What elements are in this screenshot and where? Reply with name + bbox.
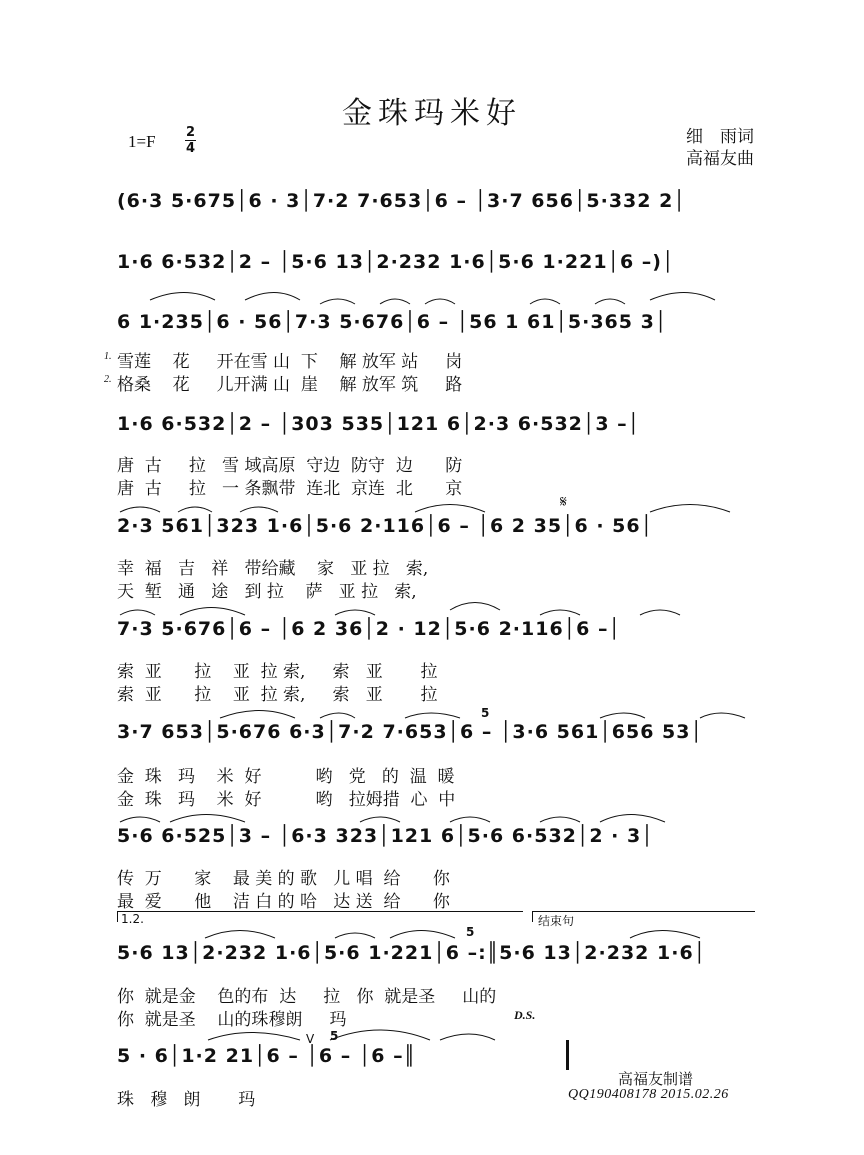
ending-label: 结束句 [538,914,575,928]
slur [540,610,580,615]
slur [650,505,730,513]
slur [330,1030,430,1040]
volta-label: 1.2. [121,912,144,926]
slur [335,933,375,938]
slur [390,931,455,939]
slur [120,507,160,512]
slur [540,817,580,822]
notation-row-8: 5·6 6·525│3 – │6·3 323│121 6│5·6 6·532│2 · 3│ [117,825,654,847]
slur [700,713,745,718]
slur [650,293,715,301]
lyric-row-9-verse-2: 你 就是圣 山的珠穆朗 玛 [117,1010,347,1030]
notation-row-3: 6 1·235│6 · 56│7·3 5·676│6 – │56 1 61│5·365 3│ [117,311,668,333]
slur [640,610,680,615]
notation-row-2: 1·6 6·532│2 – │5·6 13│2·232 1·6│5·6 1·221│6 –)│ [117,251,675,273]
lyric-row-6-verse-1: 索 亚 拉 亚 拉 索, 索 亚 拉 [117,662,438,682]
lyric-row-7-verse-1: 金 珠 玛 米 好 哟 党 的 温 暖 [117,767,455,787]
lyric-row-9-verse-1: 你 就是金 色的布 达 拉 你 就是圣 山的 [117,987,497,1007]
verse-number-1: 1. [104,351,112,362]
slur [208,1033,300,1041]
dal-segno-mark: D.S. [514,1008,536,1022]
slur [630,931,700,939]
notation-row-9: 5·6 13│2·232 1·6│5·6 1·221│6 –:║5·6 13│2·232 1·6│ [117,942,707,964]
slur [360,817,400,822]
slur [595,299,625,304]
slur [380,299,410,304]
slur [170,815,245,823]
notation-row-10: 5 · 6│1·2 21│6 – │6 – │6 –║ [117,1045,417,1067]
time-sig-top: 2 [185,125,196,140]
notation-row-7: 3·7 653│5·676 6·3│7·2 7·653│6 – │3·6 561│656 53│ [117,721,703,743]
slur [178,507,212,512]
fermata-digit-row-9: 5 [466,925,475,939]
time-sig-bottom: 4 [185,141,196,156]
notation-row-1: (6·3 5·675│6 · 3│7·2 7·653│6 – │3·7 656│5·332 2│ [117,190,686,212]
lyric-row-3-verse-2: 格桑 花 儿开满 山 崖 解 放军 筑 路 [117,375,463,395]
lyric-row-8-verse-2: 最 爱 他 洁 白 的 哈 达 送 给 你 [117,892,450,912]
slur [240,507,278,512]
notation-row-5: 2·3 561│323 1·6│5·6 2·116│6 – │6 2 35│6 · 56│ [117,515,654,537]
slur [220,711,295,719]
slur [450,817,490,822]
lyric-row-10: 珠 穆 朗 玛 [117,1090,256,1110]
lyric-row-5-verse-1: 幸 福 吉 祥 带给藏 家 亚 拉 索, [117,559,429,579]
slur [405,713,460,718]
slur [245,293,300,301]
slur [180,608,245,616]
slur [425,299,455,304]
verse-number-2: 2. [104,374,112,385]
final-barline [566,1040,569,1070]
composer-credit: 高福友曲 [686,149,754,169]
lyric-row-6-verse-2: 索 亚 拉 亚 拉 索, 索 亚 拉 [117,685,438,705]
slur [530,299,560,304]
breath-mark: V [306,1032,315,1046]
arranger-credit: 高福友制谱 [618,1070,694,1088]
lyric-row-3-verse-1: 雪莲 花 开在雪 山 下 解 放军 站 岗 [117,352,463,372]
segno-sign: 𝄋 [560,492,567,511]
slur [440,1034,495,1040]
lyric-row-4-verse-1: 唐 古 拉 雪 域高原 守边 防守 边 防 [117,456,463,476]
slur [415,505,485,513]
song-title: 金珠玛米好 [342,96,522,131]
slur [600,713,645,718]
slur [150,293,215,301]
slur [320,713,355,718]
contact-and-date: QQ190408178 2015.02.26 [568,1087,729,1102]
lyric-row-7-verse-2: 金 珠 玛 米 好 哟 拉姆措 心 中 [117,790,456,810]
fermata-digit-row-10: 5 [330,1029,339,1043]
key-signature: 1=F [128,132,156,151]
slur [120,610,155,615]
slur [320,299,355,304]
slur [450,603,500,611]
lyric-row-5-verse-2: 天 堑 通 途 到 拉 萨 亚 拉 索, [117,582,417,602]
lyricist-credit: 细 雨词 [686,127,754,147]
lyric-row-4-verse-2: 唐 古 拉 一 条飘带 连北 京连 北 京 [117,479,463,499]
slur [335,610,375,615]
fermata-digit-row-7: 5 [481,706,490,720]
notation-row-6: 7·3 5·676│6 – │6 2 36│2 · 12│5·6 2·116│6 –│ [117,618,621,640]
slur [205,931,275,939]
notation-row-4: 1·6 6·532│2 – │303 535│121 6│2·3 6·532│3 –│ [117,413,641,435]
slur [120,817,160,822]
slur [600,815,665,823]
lyric-row-8-verse-1: 传 万 家 最 美 的 歌 儿 唱 给 你 [117,869,450,889]
